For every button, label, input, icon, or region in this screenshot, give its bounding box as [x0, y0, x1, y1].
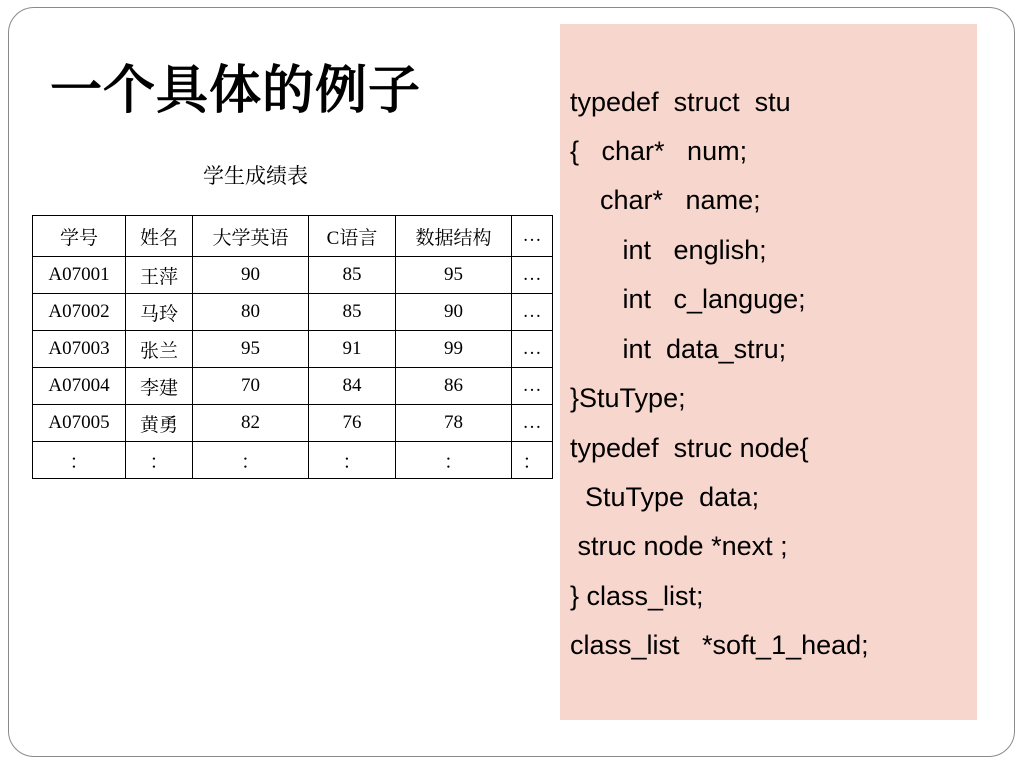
table-cell: 99 — [396, 331, 512, 368]
table-cell: 黄勇 — [126, 405, 193, 442]
table-cell: ： — [309, 442, 396, 479]
table-cell: A07002 — [33, 294, 126, 331]
table-cell: 李建 — [126, 368, 193, 405]
table-cell: 76 — [309, 405, 396, 442]
code-line: char* name; — [570, 185, 761, 215]
code-line: struc node *next ; — [570, 531, 788, 561]
table-cell: 78 — [396, 405, 512, 442]
table-row — [33, 405, 553, 442]
table-cell: 张兰 — [126, 331, 193, 368]
code-line: int c_languge; — [570, 284, 806, 314]
code-line: int english; — [570, 235, 767, 265]
table-cell: … — [512, 257, 553, 294]
table-cell: 85 — [309, 294, 396, 331]
table-row — [33, 294, 553, 331]
table-cell: ： — [512, 442, 553, 479]
table-cell: 82 — [193, 405, 309, 442]
table-row — [33, 442, 553, 479]
table-cell: A07005 — [33, 405, 126, 442]
code-line: class_list *soft_1_head; — [570, 630, 869, 660]
table-cell: ： — [126, 442, 193, 479]
table-header-row — [33, 216, 553, 257]
header-cell-name: 姓名 — [126, 216, 193, 257]
header-cell-c-language: C语言 — [309, 216, 396, 257]
table-cell: 90 — [396, 294, 512, 331]
table-cell: 70 — [193, 368, 309, 405]
table-cell: … — [512, 368, 553, 405]
code-line: typedef struct stu — [570, 87, 791, 117]
header-cell-more: … — [512, 216, 553, 257]
table-cell: 95 — [193, 331, 309, 368]
table-cell: 90 — [193, 257, 309, 294]
table-caption: 学生成绩表 — [203, 164, 308, 188]
code-line: int data_stru; — [570, 334, 787, 364]
grades-table — [32, 215, 553, 479]
header-cell-student-id: 学号 — [33, 216, 126, 257]
table-cell: 马玲 — [126, 294, 193, 331]
table-cell: 80 — [193, 294, 309, 331]
table-cell: A07004 — [33, 368, 126, 405]
slide-title: 一个具体的例子 — [50, 61, 422, 121]
table-row — [33, 331, 553, 368]
code-panel — [560, 24, 977, 720]
header-cell-data-structures: 数据结构 — [396, 216, 512, 257]
table-cell: … — [512, 294, 553, 331]
table-cell: 85 — [309, 257, 396, 294]
code-line: } class_list; — [570, 581, 704, 611]
code-line: }StuType; — [570, 383, 686, 413]
table-cell: 86 — [396, 368, 512, 405]
table-cell: … — [512, 405, 553, 442]
code-line: StuType data; — [570, 482, 760, 512]
table-cell: ： — [193, 442, 309, 479]
table-row — [33, 257, 553, 294]
table-cell: A07001 — [33, 257, 126, 294]
table-cell: 84 — [309, 368, 396, 405]
code-line: { char* num; — [570, 136, 748, 166]
code-line: typedef struc node{ — [570, 433, 809, 463]
table-cell: 91 — [309, 331, 396, 368]
table-cell: ： — [396, 442, 512, 479]
table-cell: ： — [33, 442, 126, 479]
table-cell: 95 — [396, 257, 512, 294]
table-cell: … — [512, 331, 553, 368]
table-cell: A07003 — [33, 331, 126, 368]
table-cell: 王萍 — [126, 257, 193, 294]
table-row — [33, 368, 553, 405]
header-cell-english: 大学英语 — [193, 216, 309, 257]
